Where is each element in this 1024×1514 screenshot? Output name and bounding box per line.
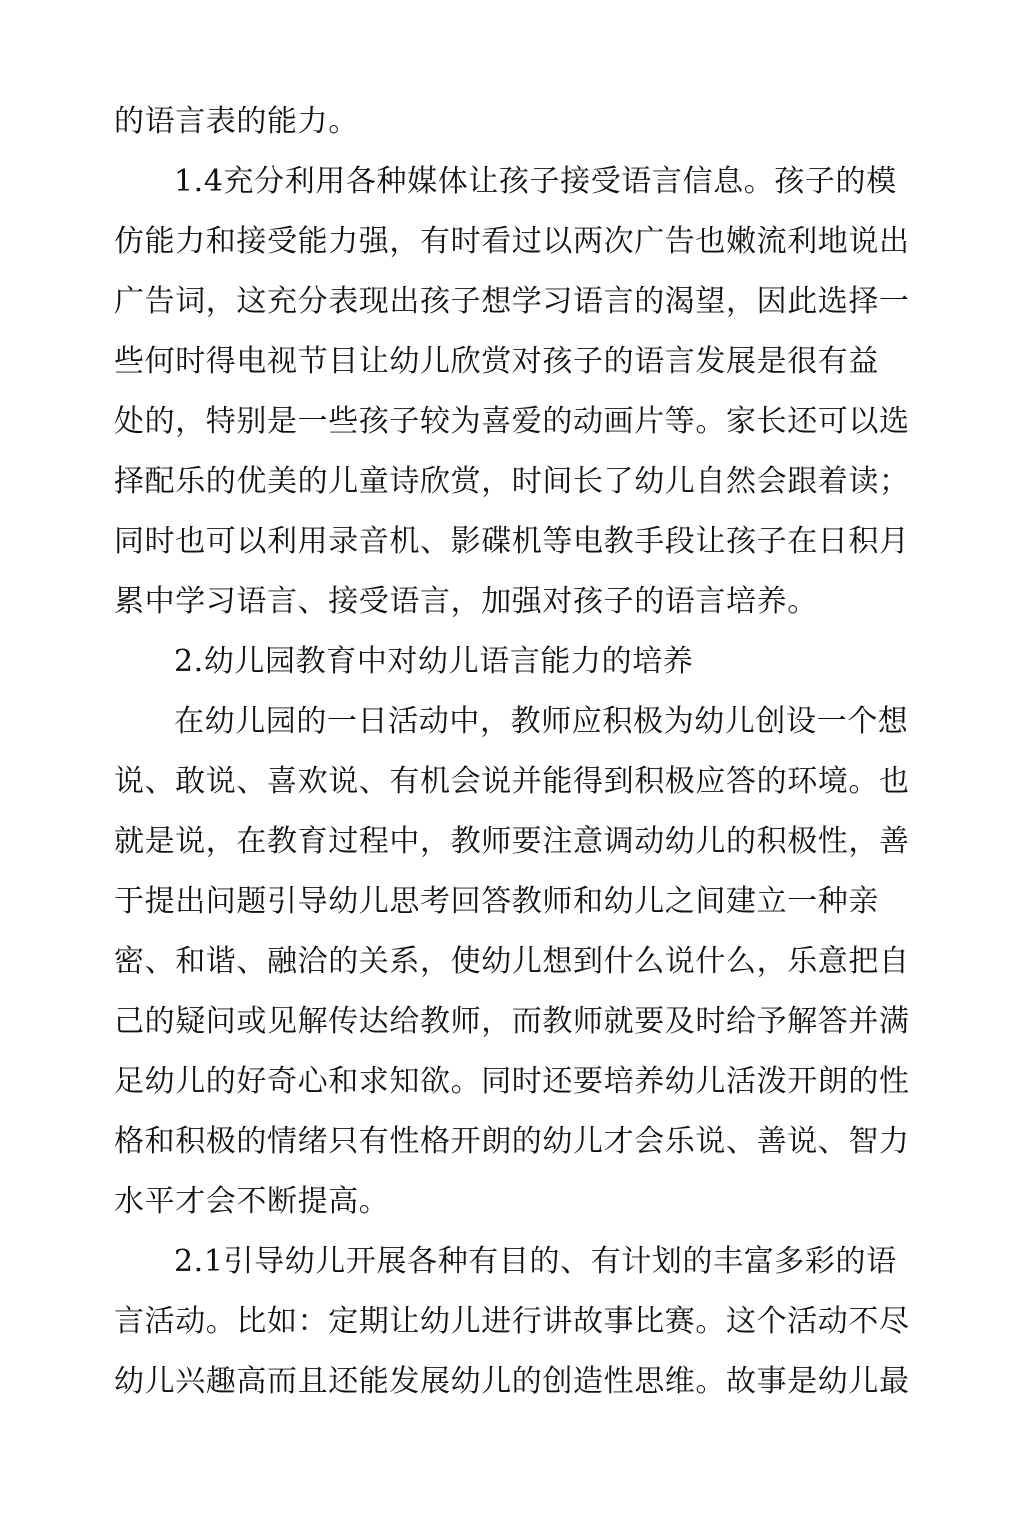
text-line: 的语言表的能力。 [114, 104, 359, 139]
text-line: 水平才会不断提高。 [114, 1184, 390, 1219]
text-line: 广告词，这充分表现出孩子想学习语言的渴望，因此选择一 [114, 284, 910, 319]
text-line: 幼儿兴趣高而且还能发展幼儿的创造性思维。故事是幼儿最 [114, 1364, 910, 1399]
text-line: 密、和谐、融洽的关系，使幼儿想到什么说什么，乐意把自 [114, 944, 910, 979]
text-line: 仿能力和接受能力强，有时看过以两次广告也嫩流利地说出 [114, 224, 910, 259]
section-heading: 2.幼儿园教育中对幼儿语言能力的培养 [174, 644, 694, 679]
text-line: 说、敢说、喜欢说、有机会说并能得到积极应答的环境。也 [114, 764, 910, 799]
text-line: 言活动。比如：定期让幼儿进行讲故事比赛。这个活动不尽 [114, 1304, 910, 1339]
text-line: 在幼儿园的一日活动中，教师应积极为幼儿创设一个想 [174, 704, 909, 739]
text-line: 就是说，在教育过程中，教师要注意调动幼儿的积极性，善 [114, 824, 910, 859]
text-line: 1.4充分利用各种媒体让孩子接受语言信息。孩子的模 [174, 164, 897, 199]
text-line: 足幼儿的好奇心和求知欲。同时还要培养幼儿活泼开朗的性 [114, 1064, 910, 1099]
text-line: 格和积极的情绪只有性格开朗的幼儿才会乐说、善说、智力 [114, 1124, 910, 1159]
text-line: 累中学习语言、接受语言，加强对孩子的语言培养。 [114, 584, 818, 619]
text-line: 2.1引导幼儿开展各种有目的、有计划的丰富多彩的语 [174, 1244, 897, 1279]
text-line: 些何时得电视节目让幼儿欣赏对孩子的语言发展是很有益 [114, 344, 879, 379]
text-line: 处的，特别是一些孩子较为喜爱的动画片等。家长还可以选 [114, 404, 910, 439]
text-line: 择配乐的优美的儿童诗欣赏，时间长了幼儿自然会跟着读； [114, 464, 910, 499]
text-line: 于提出问题引导幼儿思考回答教师和幼儿之间建立一种亲 [114, 884, 879, 919]
text-line: 己的疑问或见解传达给教师，而教师就要及时给予解答并满 [114, 1004, 910, 1039]
text-line: 同时也可以利用录音机、影碟机等电教手段让孩子在日积月 [114, 524, 910, 559]
